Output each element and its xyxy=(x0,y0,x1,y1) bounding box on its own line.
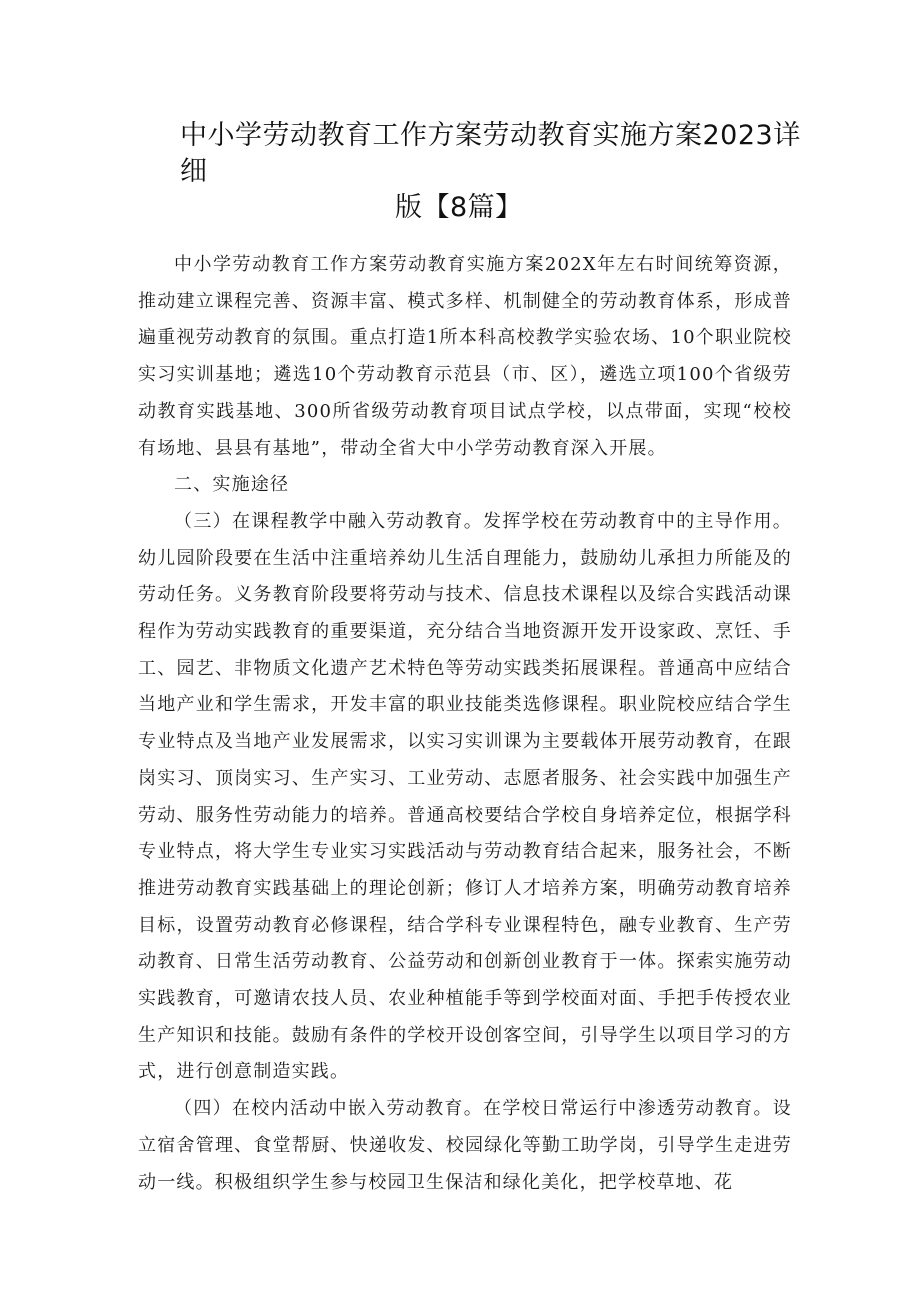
paragraph-4: （四）在校内活动中嵌入劳动教育。在学校日常运行中渗透劳动教育。设立宿舍管理、食堂帮厨、快递收发、校园绿化等勤工助学岗，引导学生走进劳动一线。积极组织学生参与校园卫生保洁和绿化美化，把学校草地、花 xyxy=(138,1098,792,1193)
title-line-1: 中小学劳动教育工作方案劳动教育实施方案2023详细 xyxy=(180,120,801,187)
paragraph-3: （三）在课程教学中融入劳动教育。发挥学校在劳动教育中的主导作用。幼儿园阶段要在生活中注重培养幼儿生活自理能力，鼓励幼儿承担力所能及的劳动任务。义务教育阶段要将劳动与技术、信息技术课程以及综合实践活动课程作为劳动实践教育的重要渠道，充分结合当地资源开发开设家政、烹饪、手工、园艺、非物质文化遗产艺术特色等劳动实践类拓展课程。普通高中应结合当地产业和学生需求，开发丰富的职业技能类选修课程。职业院校应结合学生专业特点及当地产业发展需求，以实习实训课为主要载体开展劳动教育，在跟岗实习、顶岗实习、生产实习、工业劳动、志愿者服务、社会实践中加强生产劳动、服务性劳动能力的培养。普通高校要结合学校自身培养定位，根据学科专业特点，将大学生专业实习实践活动与劳动教育结合起来，服务社会，不断推进劳动教育实践基础上的理论创新；修订人才培养方案，明确劳动教育培养目标，设置劳动教育必修课程，结合学科专业课程特色，融专业教育、生产劳动教育、日常生活劳动教育、公益劳动和创新创业教育于一体。探索实施劳动实践教育，可邀请农技人员、农业种植能手等到学校面对面、手把手传授农业生产知识和技能。鼓励有条件的学校开设创客空间，引导学生以项目学习的方式，进行创意制造实践。 xyxy=(138,510,792,1083)
document-body xyxy=(138,247,792,1201)
intro-paragraph: 中小学劳动教育工作方案劳动教育实施方案202X年左右时间统筹资源，推动建立课程完善、资源丰富、模式多样、机制健全的劳动教育体系，形成普遍重视劳动教育的氛围。重点打造1所本科高校教学实验农场、10个职业院校实习实训基地；遴选10个劳动教育示范县（市、区），遴选立项100个省级劳动教育实践基地、300所省级劳动教育项目试点学校，以点带面，实现“校校有场地、县县有基地”，带动全省大中小学劳动教育深入开展。 xyxy=(138,254,792,459)
title-line-2: 版【8篇】 xyxy=(395,192,523,223)
section-heading: 二、实施途径 xyxy=(174,474,290,496)
document-title xyxy=(180,118,820,226)
